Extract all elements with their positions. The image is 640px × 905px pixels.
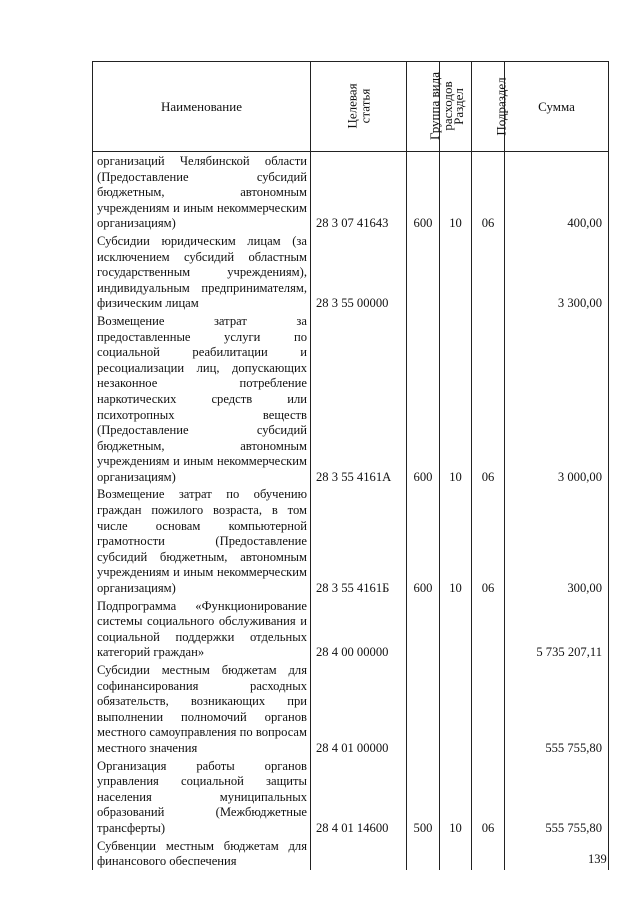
cell-amount: 5 735 207,11 [505, 597, 609, 661]
table-body [93, 152, 609, 870]
cell-group: 600 [407, 312, 440, 486]
cell-amount: 300,00 [505, 485, 609, 596]
table-row [93, 837, 609, 870]
cell-section: 10 [440, 757, 472, 837]
cell-amount: 3 300,00 [505, 232, 609, 312]
table-row [93, 312, 609, 486]
cell-group [407, 837, 440, 870]
header-article: Целевая статья [311, 62, 407, 152]
cell-article: 28 4 01 00000 [311, 661, 407, 757]
cell-section [440, 597, 472, 661]
cell-article [311, 837, 407, 870]
cell-name: Организация работы органов управления социальной защиты населения муниципальных образований (Межбюджетные трансферты) [93, 757, 311, 837]
cell-section: 10 [440, 152, 472, 232]
cell-name: Субсидии местным бюджетам для софинансирования расходных обязательств, возникающих при выполнении полномочий органов местного самоуправления по вопросам местного значения [93, 661, 311, 757]
cell-group [407, 232, 440, 312]
table-row [93, 485, 609, 596]
table-header [93, 62, 609, 152]
header-amount: Сумма [505, 62, 609, 152]
cell-group [407, 597, 440, 661]
cell-subsection: 06 [472, 312, 505, 486]
table-row [93, 232, 609, 312]
cell-group: 600 [407, 152, 440, 232]
cell-subsection: 06 [472, 485, 505, 596]
cell-name: Субвенции местным бюджетам для финансового обеспечения [93, 837, 311, 870]
cell-amount: 555 755,80 [505, 757, 609, 837]
cell-amount: 555 755,80 [505, 661, 609, 757]
cell-subsection [472, 661, 505, 757]
cell-section [440, 661, 472, 757]
cell-name: организаций Челябинской области (Предоставление субсидий бюджетным, автономным учреждениям и иным некоммерческим организациям) [93, 152, 311, 232]
cell-section [440, 837, 472, 870]
cell-subsection [472, 837, 505, 870]
table-row [93, 757, 609, 837]
cell-section [440, 232, 472, 312]
cell-amount: 400,00 [505, 152, 609, 232]
header-expense-group: Группа вида расходов [407, 62, 440, 152]
cell-group: 600 [407, 485, 440, 596]
table-row [93, 597, 609, 661]
cell-group: 500 [407, 757, 440, 837]
cell-name: Субсидии юридическим лицам (за исключением субсидий областным государственным учреждениям), индивидуальным предпринимателям, физическим лицам [93, 232, 311, 312]
cell-article: 28 3 07 41643 [311, 152, 407, 232]
header-subsection: Подраздел [472, 62, 505, 152]
table-row [93, 152, 609, 232]
cell-name: Возмещение затрат по обучению граждан пожилого возраста, в том числе основам компьютерной грамотности (Предоставление субсидий бюджетным, автономным учреждениям и иным некоммерческим организациям) [93, 485, 311, 596]
cell-article: 28 3 55 4161Б [311, 485, 407, 596]
cell-section: 10 [440, 485, 472, 596]
table-row [93, 661, 609, 757]
cell-subsection: 06 [472, 152, 505, 232]
cell-article: 28 3 55 4161А [311, 312, 407, 486]
cell-name: Возмещение затрат за предоставленные услуги по социальной реабилитации и ресоциализации лиц, допускающих незаконное потребление наркотических средств или психотропных веществ (Предоставление субсидий бюджетным, автономным учреждениям и иным некоммерческим организациям) [93, 312, 311, 486]
cell-group [407, 661, 440, 757]
cell-article: 28 4 00 00000 [311, 597, 407, 661]
cell-subsection [472, 597, 505, 661]
cell-article: 28 3 55 00000 [311, 232, 407, 312]
cell-section: 10 [440, 312, 472, 486]
cell-name: Подпрограмма «Функционирование системы социального обслуживания и социальной поддержки отдельных категорий граждан» [93, 597, 311, 661]
page-number: 139 [588, 852, 607, 866]
cell-subsection [472, 232, 505, 312]
cell-amount: 3 000,00 [505, 312, 609, 486]
header-section: Раздел [440, 62, 472, 152]
header-name: Наименование [93, 62, 311, 152]
budget-table [92, 61, 609, 870]
cell-subsection: 06 [472, 757, 505, 837]
cell-article: 28 4 01 14600 [311, 757, 407, 837]
